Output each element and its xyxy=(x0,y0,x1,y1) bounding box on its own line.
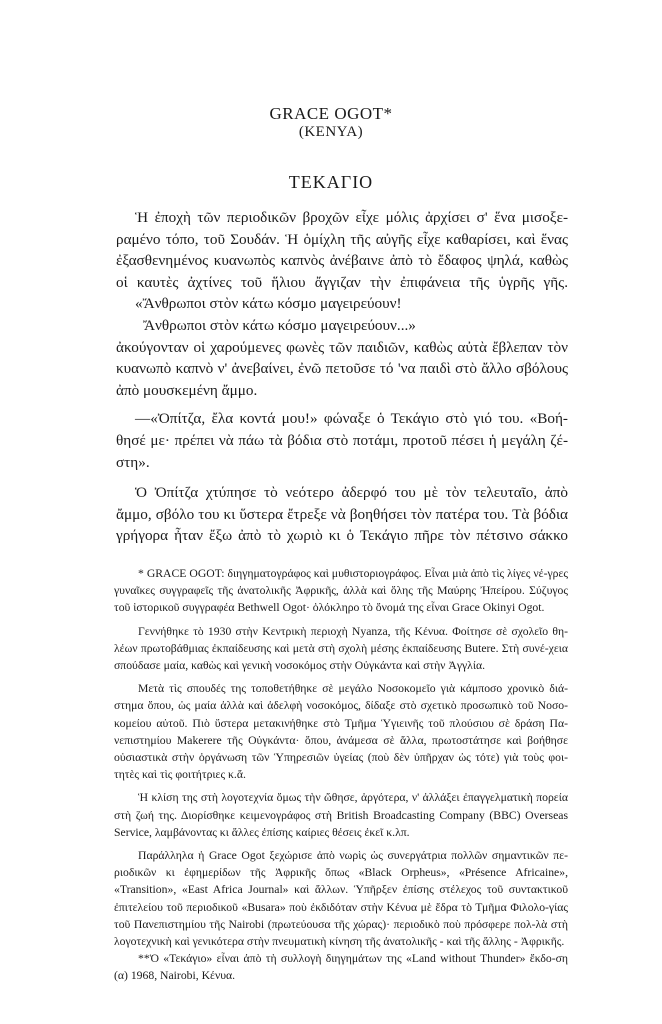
footnotes xyxy=(114,565,568,985)
body-paragraph-3: —«Ὀπίτζα, ἔλα κοντά μου!» φώναξε ὁ Τεκάγιο στὸ γιό του. «Βοή-θησέ με· πρέπει νὰ πάω τὰ βόδια στὸ ποτάμι, προτοῦ πέσει ἡ μεγάλη ζέ-στη». xyxy=(116,410,568,471)
story-body xyxy=(116,207,568,547)
body-verse-line-1: «Ἄνθρωποι στὸν κάτω κόσμο μαγειρεύουν! xyxy=(135,295,402,313)
body-verse-line-2: Ἄνθρωποι στὸν κάτω κόσμο μαγειρεύουν...» xyxy=(143,316,416,334)
footnote-6: **Ὁ «Τεκάγιο» εἶναι ἀπὸ τὴ συλλογὴ διηγημάτων της «Land without Thunder» ἔκδο-ση (α) 1968, Nairobi, Κένυα. xyxy=(114,952,568,983)
body-paragraph-4: Ὁ Ὀπίτζα χτύπησε τὸ νεότερο ἀδερφό του μὲ τὸν τελευταῖο, ἀπὸ ἄμμο, σβόλο του κι ὕστερα ἔτρεξε νὰ βοηθήσει τὸν πατέρα του. Τὰ βόδια γρήγορα ἦταν ἔξω ἀπὸ τὸ χωριὸ κι ὁ Τεκάγιο πῆρε τὸν πέτσινο σάκκο xyxy=(116,484,568,545)
footnote-5: Παράλληλα ἡ Grace Ogot ξεχώρισε ἀπὸ νωρὶς ὡς συνεργάτρια πολλῶν σημαντικῶν πε-ριοδικῶν κι ἐφημερίδων τῆς Ἀφρικῆς ὅπως «Black Orpheus», «Présence Africaine», «Transition», «East Africa Journal» καὶ ἄλλων. Ὑπῆρξεν ἐπίσης στέλεχος τοῦ συντακτικοῦ ἐπιτελείου τοῦ περιοδικοῦ «Busara» ποὺ ἐκδιδόταν στὴν Κένυα μὲ ἕδρα τὸ Τμῆμα Φιλολο-γίας τοῦ Πανεπιστημίου τῆς Nairobi (πρωτεύουσα τῆς χώρας)· περιοδικὸ ποὺ πρόσφερε πολ-λὰ στὴ λογοτεχνικὴ καὶ γενικότερα στὴν πνευματικὴ κίνηση τῆς ἀνατολικῆς - καὶ τῆς ἄλλης - Ἀφρικῆς. xyxy=(114,849,568,949)
footnote-3: Μετὰ τὶς σπουδές της τοποθετήθηκε σὲ μεγάλο Νοσοκομεῖο γιὰ κάμποσο χρονικὸ διά-στημα ὅπου, ὡς μαία ἀλλὰ καὶ ἀδελφὴ νοσοκόμος, δίδαξε στὸ σχετικὸ προσωπικὸ τοῦ Νοσο-κομείου αὐτοῦ. Πιὸ ὕστερα μετακινήθηκε στὸ Τμῆμα Ὑγιεινῆς τοῦ πλούσιου σὲ δράση Πα-νεπιστημίου Makerere τῆς Οὐγκάντα· ὅπου, ἀνάμεσα σὲ ἄλλα, πρωτοστάτησε καὶ βοήθησε οὐσιαστικὰ στὴν ὀργάνωση τῶν Ὑπηρεσιῶν ὑγείας (ποὺ δὲν ὑπῆρχαν ὡς τότε) γιὰ τοὺς φοι-τητὲς καὶ τὶς φοιτήτριες κ.ἄ. xyxy=(114,682,568,782)
story-title: ΤΕΚΑΓΙΟ xyxy=(288,172,374,192)
body-paragraph-2: ἀκούγονταν οἱ χαρούμενες φωνὲς τῶν παιδιῶν, καθὼς αὐτὰ ἔβλεπαν τὸν κυανωπὸ καπνὸ ν' ἀνεβαίνει, ἐνῶ πετοῦσε τό 'να παιδὶ στὸ ἄλλο σβόλους ἀπὸ μουσκεμένη ἄμμο. xyxy=(116,338,568,399)
body-paragraph-1: Ἡ ἐποχὴ τῶν περιοδικῶν βροχῶν εἶχε μόλις ἀρχίσει σ' ἕνα μισοξε-ραμένο τόπο, τοῦ Σουδάν. Ἡ ὁμίχλη τῆς αὐγῆς εἶχε καθαρίσει, καὶ ἕνας ἐξασθενημένος κυανωπὸς καπνὸς ἀνέβαινε ἀπὸ τὸ ἔδαφος ψηλά, καθὼς οἱ καυτὲς ἀχτίνες τοῦ ἥλιου ἄγγιζαν τὴν ἐπιφάνεια τῆς ὑγρῆς γῆς. xyxy=(116,209,568,291)
footnote-2: Γεννήθηκε τὸ 1930 στὴν Κεντρικὴ περιοχὴ Nyanza, τῆς Κένυα. Φοίτησε σὲ σχολεῖο θη-λέων πρωτοβάθμιας ἐκπαίδευσης καὶ μετὰ στὴ σχολὴ μέσης ἐκπαίδευσης Butere. Στὴ συνέ-χεια σπούδασε μαία, καθὼς καὶ γενικὴ νοσοκόμος στὴν Οὐγκάντα καὶ στὴν Ἀγγλία. xyxy=(114,624,568,673)
country-subheading: (KENYA) xyxy=(298,124,364,140)
author-heading: GRACE OGOT* xyxy=(269,104,393,123)
footnote-1: * GRACE OGOT: διηγηματογράφος καὶ μυθιστοριογράφος. Εἶναι μιὰ ἀπὸ τὶς λίγες νέ-γρες γυναῖκες συγγραφεῖς τῆς ἀνατολικῆς Ἀφρικῆς, ἀλλὰ καὶ ὅλης τῆς Μαύρης Ἠπείρου. Σύζυγος τοῦ ἱστορικοῦ συγγραφέα Bethwell Ogot· ὁλόκληρο τὸ ὄνομά της εἶναι Grace Okinyi Ogot. xyxy=(114,567,568,615)
footnote-4: Ἡ κλίση της στὴ λογοτεχνία ὅμως τὴν ὤθησε, ἀργότερα, ν' ἀλλάξει ἐπαγγελματικὴ πορεία στὴ ζωή της. Διορίσθηκε κειμενογράφος στὴ British Broadcasting Company (BBC) Overseas Service, λαμβάνοντας κι ἄλλες ἐπίσης καίριες θέσεις ἐκεῖ κ.λπ. xyxy=(114,791,568,839)
